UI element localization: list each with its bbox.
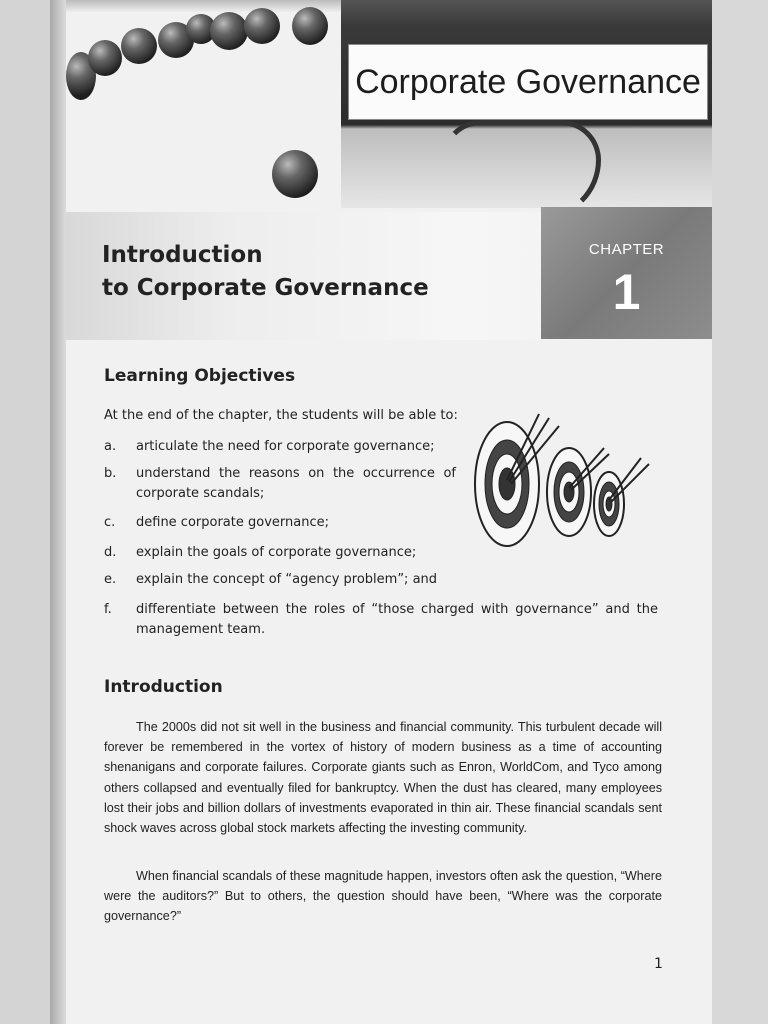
banner-label: Corporate Governance <box>348 44 708 120</box>
target-medium <box>547 448 591 536</box>
page-number: 1 <box>654 956 663 972</box>
chapter-number: 1 <box>612 264 641 320</box>
objective-text: differentiate between the roles of “those charged with governance” and the management team. <box>136 602 658 637</box>
chapter-title-line1: Introduction <box>102 242 263 268</box>
learning-objectives-heading: Learning Objectives <box>104 366 296 386</box>
target-small <box>594 472 624 536</box>
chapter-box <box>541 207 712 339</box>
chapter-word: CHAPTER <box>588 241 665 258</box>
book-page <box>66 0 712 1024</box>
chapter-title <box>102 239 522 305</box>
introduction-heading: Introduction <box>104 677 223 697</box>
target-arrows-icon <box>469 406 659 556</box>
chapter-title-line2: to Corporate Governance <box>102 275 429 301</box>
objective-text: explain the goals of corporate governance; <box>136 545 417 560</box>
intro-paragraph-1: The 2000s did not sit well in the business and financial community. This turbulent decade will forever be remembered in the vortex of history of modern business as a time of accounting shenanigans and corporate failures. Corporate giants such as Enron, WorldCom, and Tyco among others collapsed and eventually filed for bankruptcy. When the dust has cleared, many employees lost their jobs and billion dollars of investments evaporated in thin air. These financial scandals sent shock waves across global stock markets affecting the investing community. <box>104 720 662 836</box>
intro-paragraph-2: When financial scandals of these magnitude happen, investors often ask the question, “Where were the auditors?” But to others, the question should have been, “Where was the corporate governance?” <box>104 869 662 924</box>
objective-text: understand the reasons on the occurrence of corporate scandals; <box>136 466 456 501</box>
glasses-image <box>441 120 601 220</box>
target-large <box>475 422 539 546</box>
objective-letter: a. <box>104 439 117 454</box>
objectives-intro: At the end of the chapter, the students will be able to: <box>104 408 458 423</box>
objective-text: explain the concept of “agency problem”; and <box>136 572 438 587</box>
scan-margin <box>712 0 768 1024</box>
objective-letter: b. <box>104 466 117 481</box>
objective-text: articulate the need for corporate governance; <box>136 439 435 454</box>
objective-letter: c. <box>104 515 116 530</box>
objective-text: define corporate governance; <box>136 515 329 530</box>
header-banner-image <box>341 0 712 208</box>
objective-letter: f. <box>104 602 112 617</box>
objective-letter: d. <box>104 545 117 560</box>
objective-letter: e. <box>104 572 117 587</box>
